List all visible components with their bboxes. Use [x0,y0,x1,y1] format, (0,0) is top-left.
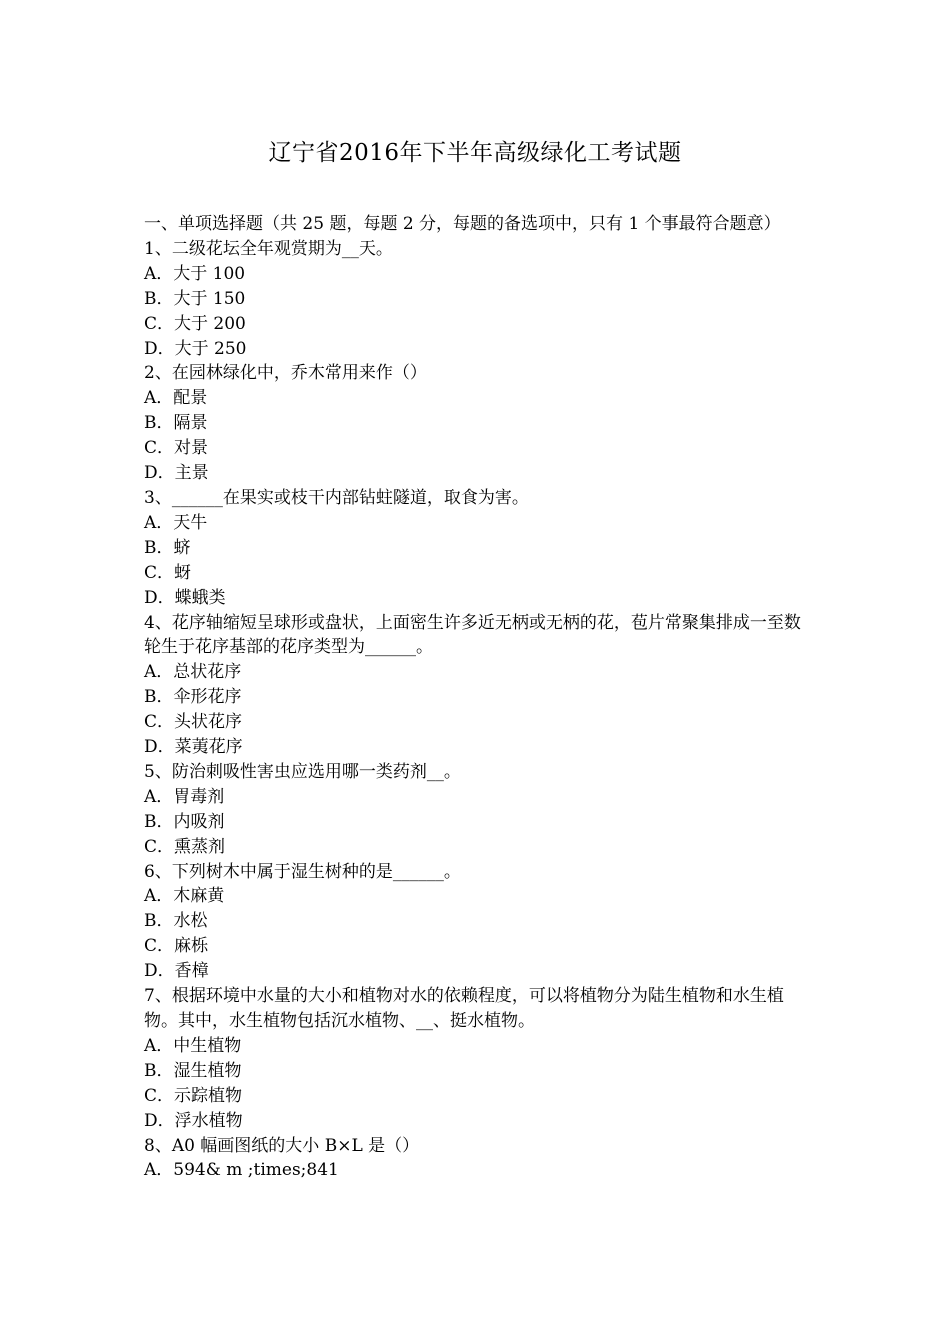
question-6 [144,860,808,985]
question-8 [144,1134,808,1184]
option-c: C．头状花序 [144,712,243,733]
question-text: 7、根据环境中水量的大小和植物对水的依赖程度，可以将植物分为陆生植物和水生植物。其中，水生植物包括沉水植物、__、挺水植物。 [144,986,784,1031]
option-b: B．隔景 [144,413,208,434]
option-a: A．配景 [144,388,208,409]
question-text: 2、在园林绿化中，乔木常用来作（） [144,363,427,384]
option-c: C．对景 [144,438,209,459]
question-4 [144,611,808,760]
question-7 [144,984,808,1133]
option-b: B．伞形花序 [144,687,242,708]
option-a: A．总状花序 [144,662,242,683]
exam-content [144,212,808,1183]
question-3 [144,486,808,611]
option-b: B．湿生植物 [144,1060,242,1081]
option-b: B．蛴 [144,537,191,558]
option-d: D．主景 [144,463,209,484]
option-c: C．熏蒸剂 [144,836,226,857]
option-b: B．内吸剂 [144,811,225,832]
question-text: 8、A0 幅画图纸的大小 B×L 是（） [144,1135,420,1156]
option-b: B．水松 [144,911,208,932]
question-2 [144,361,808,486]
option-b: B．大于 150 [144,288,246,309]
question-5 [144,760,808,860]
option-d: D．菜荑花序 [144,737,243,758]
option-d: D．香樟 [144,961,209,982]
option-c: C．麻栎 [144,936,209,957]
option-a: A．中生植物 [144,1035,242,1056]
question-text: 1、二级花坛全年观赏期为__天。 [144,238,393,259]
page-title: 辽宁省2016年下半年高级绿化工考试题 [268,140,682,166]
option-c: C．大于 200 [144,313,246,334]
question-text: 5、防治刺吸性害虫应选用哪一类药剂__。 [144,761,461,782]
option-d: D．大于 250 [144,338,247,359]
option-a: A．胃毒剂 [144,786,225,807]
option-d: D．浮水植物 [144,1110,243,1131]
option-c: C．示踪植物 [144,1085,243,1106]
option-c: C．蚜 [144,562,192,583]
option-a: A．594& m ;times;841 [144,1160,339,1181]
question-text: 6、下列树木中属于湿生树种的是______。 [144,861,461,882]
question-text: 4、花序轴缩短呈球形或盘状，上面密生许多近无柄或无柄的花，苞片常聚集排成一至数轮生于花序基部的花序类型为______。 [144,612,801,658]
option-d: D．蝶蛾类 [144,587,226,608]
question-1 [144,237,808,362]
option-a: A．大于 100 [144,263,246,284]
question-text: 3、______在果实或枝干内部钻蛀隧道，取食为害。 [144,487,529,508]
section-intro: 一、单项选择题（共 25 题，每题 2 分，每题的备选项中，只有 1 个事最符合题意） [144,214,781,234]
option-a: A．天牛 [144,512,208,533]
option-a: A．木麻黄 [144,886,225,907]
